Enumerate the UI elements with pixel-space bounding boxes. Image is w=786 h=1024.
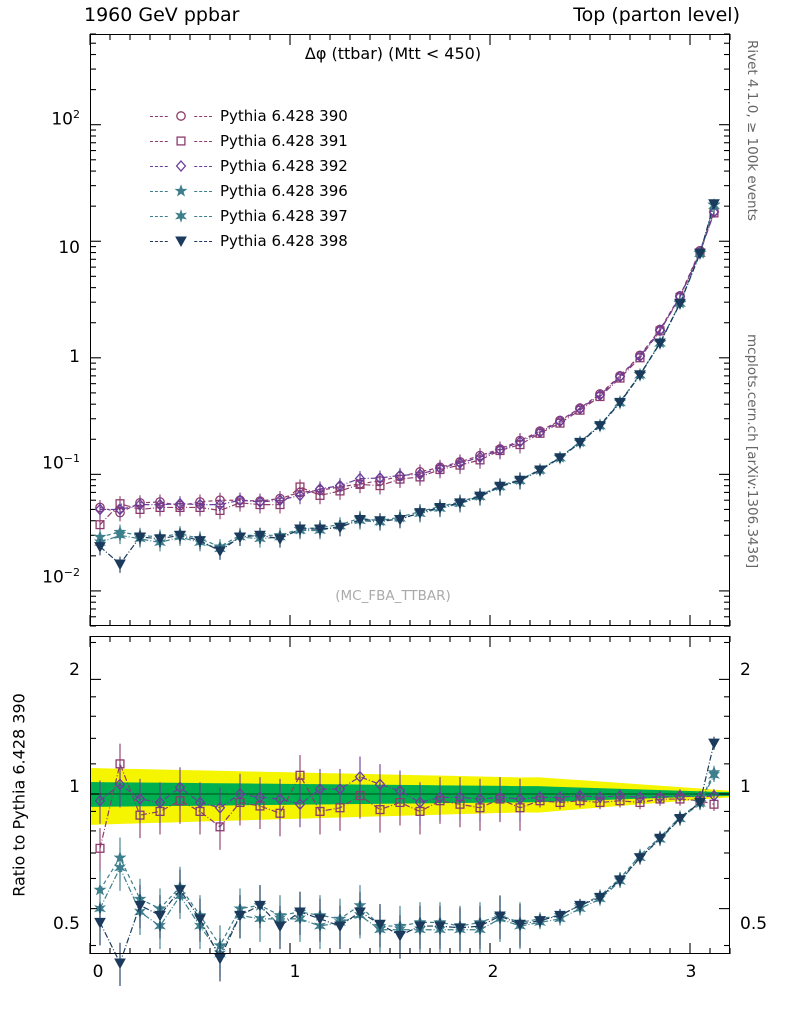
ytick-1e2: $10^2$: [51, 108, 80, 130]
ytick-1e-1: $10^{-1}$: [42, 452, 80, 474]
legend-marker: [150, 204, 212, 229]
legend-marker: [150, 229, 212, 254]
legend-item: [150, 104, 348, 129]
ytick-1e-2: $10^{-2}$: [42, 566, 80, 588]
xtick-2: 2: [487, 962, 499, 982]
legend-marker: [150, 179, 212, 204]
ratio-ytick-1-right: 1: [740, 777, 751, 797]
legend-marker: [150, 154, 212, 179]
header-left: 1960 GeV ppbar: [84, 4, 240, 26]
mcplots-reference-label: mcplots.cern.ch [arXiv:1306.3436]: [744, 334, 760, 569]
plot-title: Δφ (ttbar) (Mtt < 450): [304, 44, 482, 63]
legend-marker: [150, 104, 212, 129]
ratio-ytick-05-left: 0.5: [52, 914, 80, 934]
ratio-ytick-05-right: 0.5: [740, 914, 768, 934]
ytick-1: 1: [69, 347, 80, 367]
ratio-ytick-1-left: 1: [69, 777, 80, 797]
legend-label: Pythia 6.428 390: [220, 107, 348, 125]
legend-item: [150, 179, 348, 204]
ratio-ytick-2-right: 2: [740, 660, 751, 680]
legend-label: Pythia 6.428 398: [220, 232, 348, 250]
legend-marker: [150, 129, 212, 154]
analysis-watermark: (MC_FBA_TTBAR): [335, 588, 451, 604]
legend-item: [150, 204, 348, 229]
ratio-plot-frame: [90, 636, 730, 954]
legend-label: Pythia 6.428 396: [220, 182, 348, 200]
rivet-version-label: Rivet 4.1.0, ≥ 100k events: [744, 40, 760, 221]
legend-item: [150, 229, 348, 254]
legend-label: Pythia 6.428 392: [220, 157, 348, 175]
ratio-ytick-2-left: 2: [69, 660, 80, 680]
ratio-axis-label-text: Ratio to Pythia 6.428 390: [9, 693, 29, 897]
xtick-0: 0: [92, 962, 104, 982]
header-right: Top (parton level): [573, 4, 740, 26]
legend-label: Pythia 6.428 391: [220, 132, 348, 150]
xtick-3: 3: [685, 962, 697, 982]
legend-item: [150, 154, 348, 179]
xtick-1: 1: [289, 962, 301, 982]
legend-item: [150, 129, 348, 154]
ytick-10: 10: [58, 238, 80, 258]
ratio-axis-label: [8, 636, 30, 954]
legend-label: Pythia 6.428 397: [220, 207, 348, 225]
legend: [150, 104, 348, 254]
